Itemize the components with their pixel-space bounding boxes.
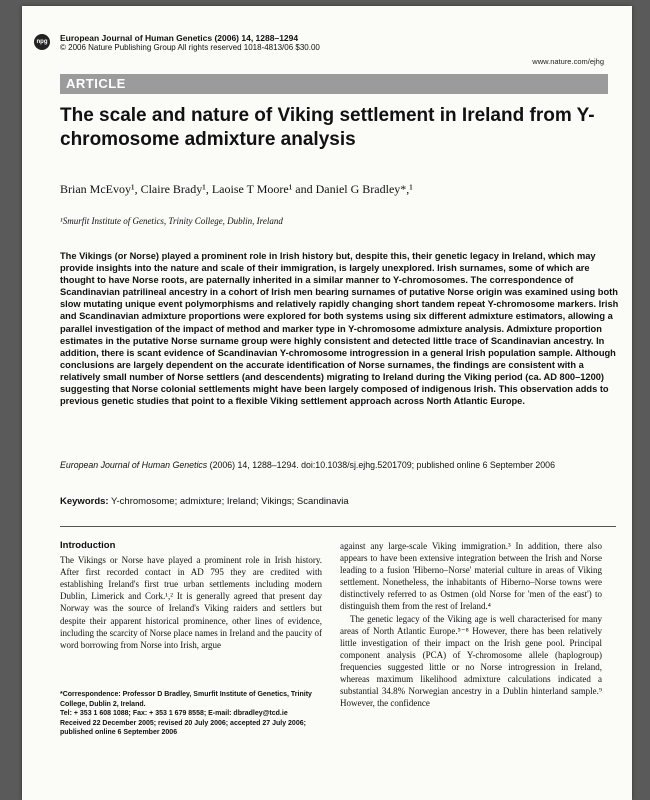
- intro-paragraph-right-2: The genetic legacy of the Viking age is well characterised for many areas of North Atlantic Europe.⁵⁻⁸ However, there has been relatively little investigation of their impact on the Irish gene pool. Principal component analysis (PCA) of Y-chromosome allele (haplogroup) frequencies suggested little or no Norse introgression in Ireland, whereas maximum likelihood admixture calculations indicated a substantial 34.8% Norwegian ancestry in a Dublin hinterland sample.⁹ However, the confidence: [340, 613, 602, 709]
- keywords-label: Keywords:: [60, 496, 109, 507]
- citation: [60, 460, 620, 470]
- keywords-value: Y-chromosome; admixture; Ireland; Vikings; Scandinavia: [111, 496, 349, 507]
- right-column: [340, 540, 602, 709]
- divider: [60, 526, 616, 527]
- left-column: [60, 540, 322, 651]
- correspondence-footnote: [60, 690, 322, 738]
- citation-details: (2006) 14, 1288–1294. doi:10.1038/sj.ejhg.5201709; published online 6 September 2006: [209, 460, 555, 470]
- intro-heading: Introduction: [60, 540, 116, 551]
- footnote-line-3: Received 22 December 2005; revised 20 July 2006; accepted 27 July 2006; published online 6 September 2006: [60, 719, 306, 737]
- journal-url[interactable]: www.nature.com/ejhg: [532, 57, 604, 66]
- authors: Brian McEvoy¹, Claire Brady¹, Laoise T Moore¹ and Daniel G Bradley*,¹: [60, 182, 413, 196]
- footnote-line-1: *Correspondence: Professor D Bradley, Smurfit Institute of Genetics, Trinity College, Dublin 2, Ireland.: [60, 691, 312, 708]
- abstract: The Vikings (or Norse) played a prominent role in Irish history but, despite this, their genetic legacy in Ireland, which may provide insights into the nature and scale of their immigration, is largely unexplored. Irish surnames, some of which are thought to have Norse roots, are paternally inherited in a similar manner to Y-chromosomes. The correspondence of Scandinavian patrilineal ancestry in a cohort of Irish men bearing surnames of putative Norse origin was examined using both slow mutating unique event polymorphisms and relatively rapidly changing short tandem repeat Y-chromosome markers. Irish and Scandinavian admixture proportions were explored for both systems using six different admixture estimators, allowing a parallel investigation of the impact of method and marker type in Y-chromosome admixture analysis. Admixture proportion estimates in the putative Norse surname group were highly consistent and detected little trace of Scandinavian ancestry. In addition, there is scant evidence of Scandinavian Y-chromosome introgression in a general Irish population sample. Although conclusions are largely dependent on the accurate identification of Norse surnames, the findings are consistent with a relatively small number of Norse settlers (and descendents) migrating to Ireland during the Viking period (ca. AD 800–1200) suggesting that Norse colonial settlements might have been largely composed of indigenous Irish. This observation adds to previous genetic studies that point to a flexible Viking settlement approach across North Atlantic Europe.: [60, 251, 619, 407]
- copyright-line: © 2006 Nature Publishing Group All rights reserved 1018-4813/06 $30.00: [60, 43, 320, 52]
- journal-line: European Journal of Human Genetics (2006) 14, 1288–1294: [60, 33, 299, 43]
- journal-header: [60, 33, 320, 53]
- affiliation: ¹Smurfit Institute of Genetics, Trinity College, Dublin, Ireland: [60, 216, 283, 226]
- npg-logo-icon: npg: [34, 34, 50, 50]
- keywords: [60, 496, 349, 507]
- citation-journal: European Journal of Human Genetics: [60, 460, 208, 470]
- paper-title: The scale and nature of Viking settlement in Ireland from Y-chromosome admixture analysis: [60, 105, 595, 150]
- paper-page: [22, 6, 632, 800]
- intro-paragraph-right-1: against any large-scale Viking immigration.³ In addition, there also appears to have been extensive integration between the Irish and Norse leading to a fusion 'Hiberno–Norse' material culture in areas of Viking settlement. Nonetheless, the inhabitants of Hiberno–Norse towns were distinctively referred to as Ostmen (old Norse for 'men of the east') to distinguish them from the rest of Ireland.⁴: [340, 541, 602, 612]
- intro-paragraph-left: The Vikings or Norse have played a prominent role in Irish history. After first recorded contact in AD 795 they are credited with establishing Ireland's first true urban settlements including modern Dublin, Limerick and Cork.¹,² It is generally agreed that present day Norway was the source of Ireland's Viking raiders and settlers but despite their apparent historical prominence, other lines of evidence, including the scarcity of Norse place names in Ireland and the paucity of word borrowing from Norse into Irish, argue: [60, 555, 322, 650]
- section-label: ARTICLE: [60, 74, 608, 94]
- footnote-line-2: Tel: + 353 1 608 1088; Fax: + 353 1 679 8558; E-mail: dbradley@tcd.ie: [60, 710, 288, 718]
